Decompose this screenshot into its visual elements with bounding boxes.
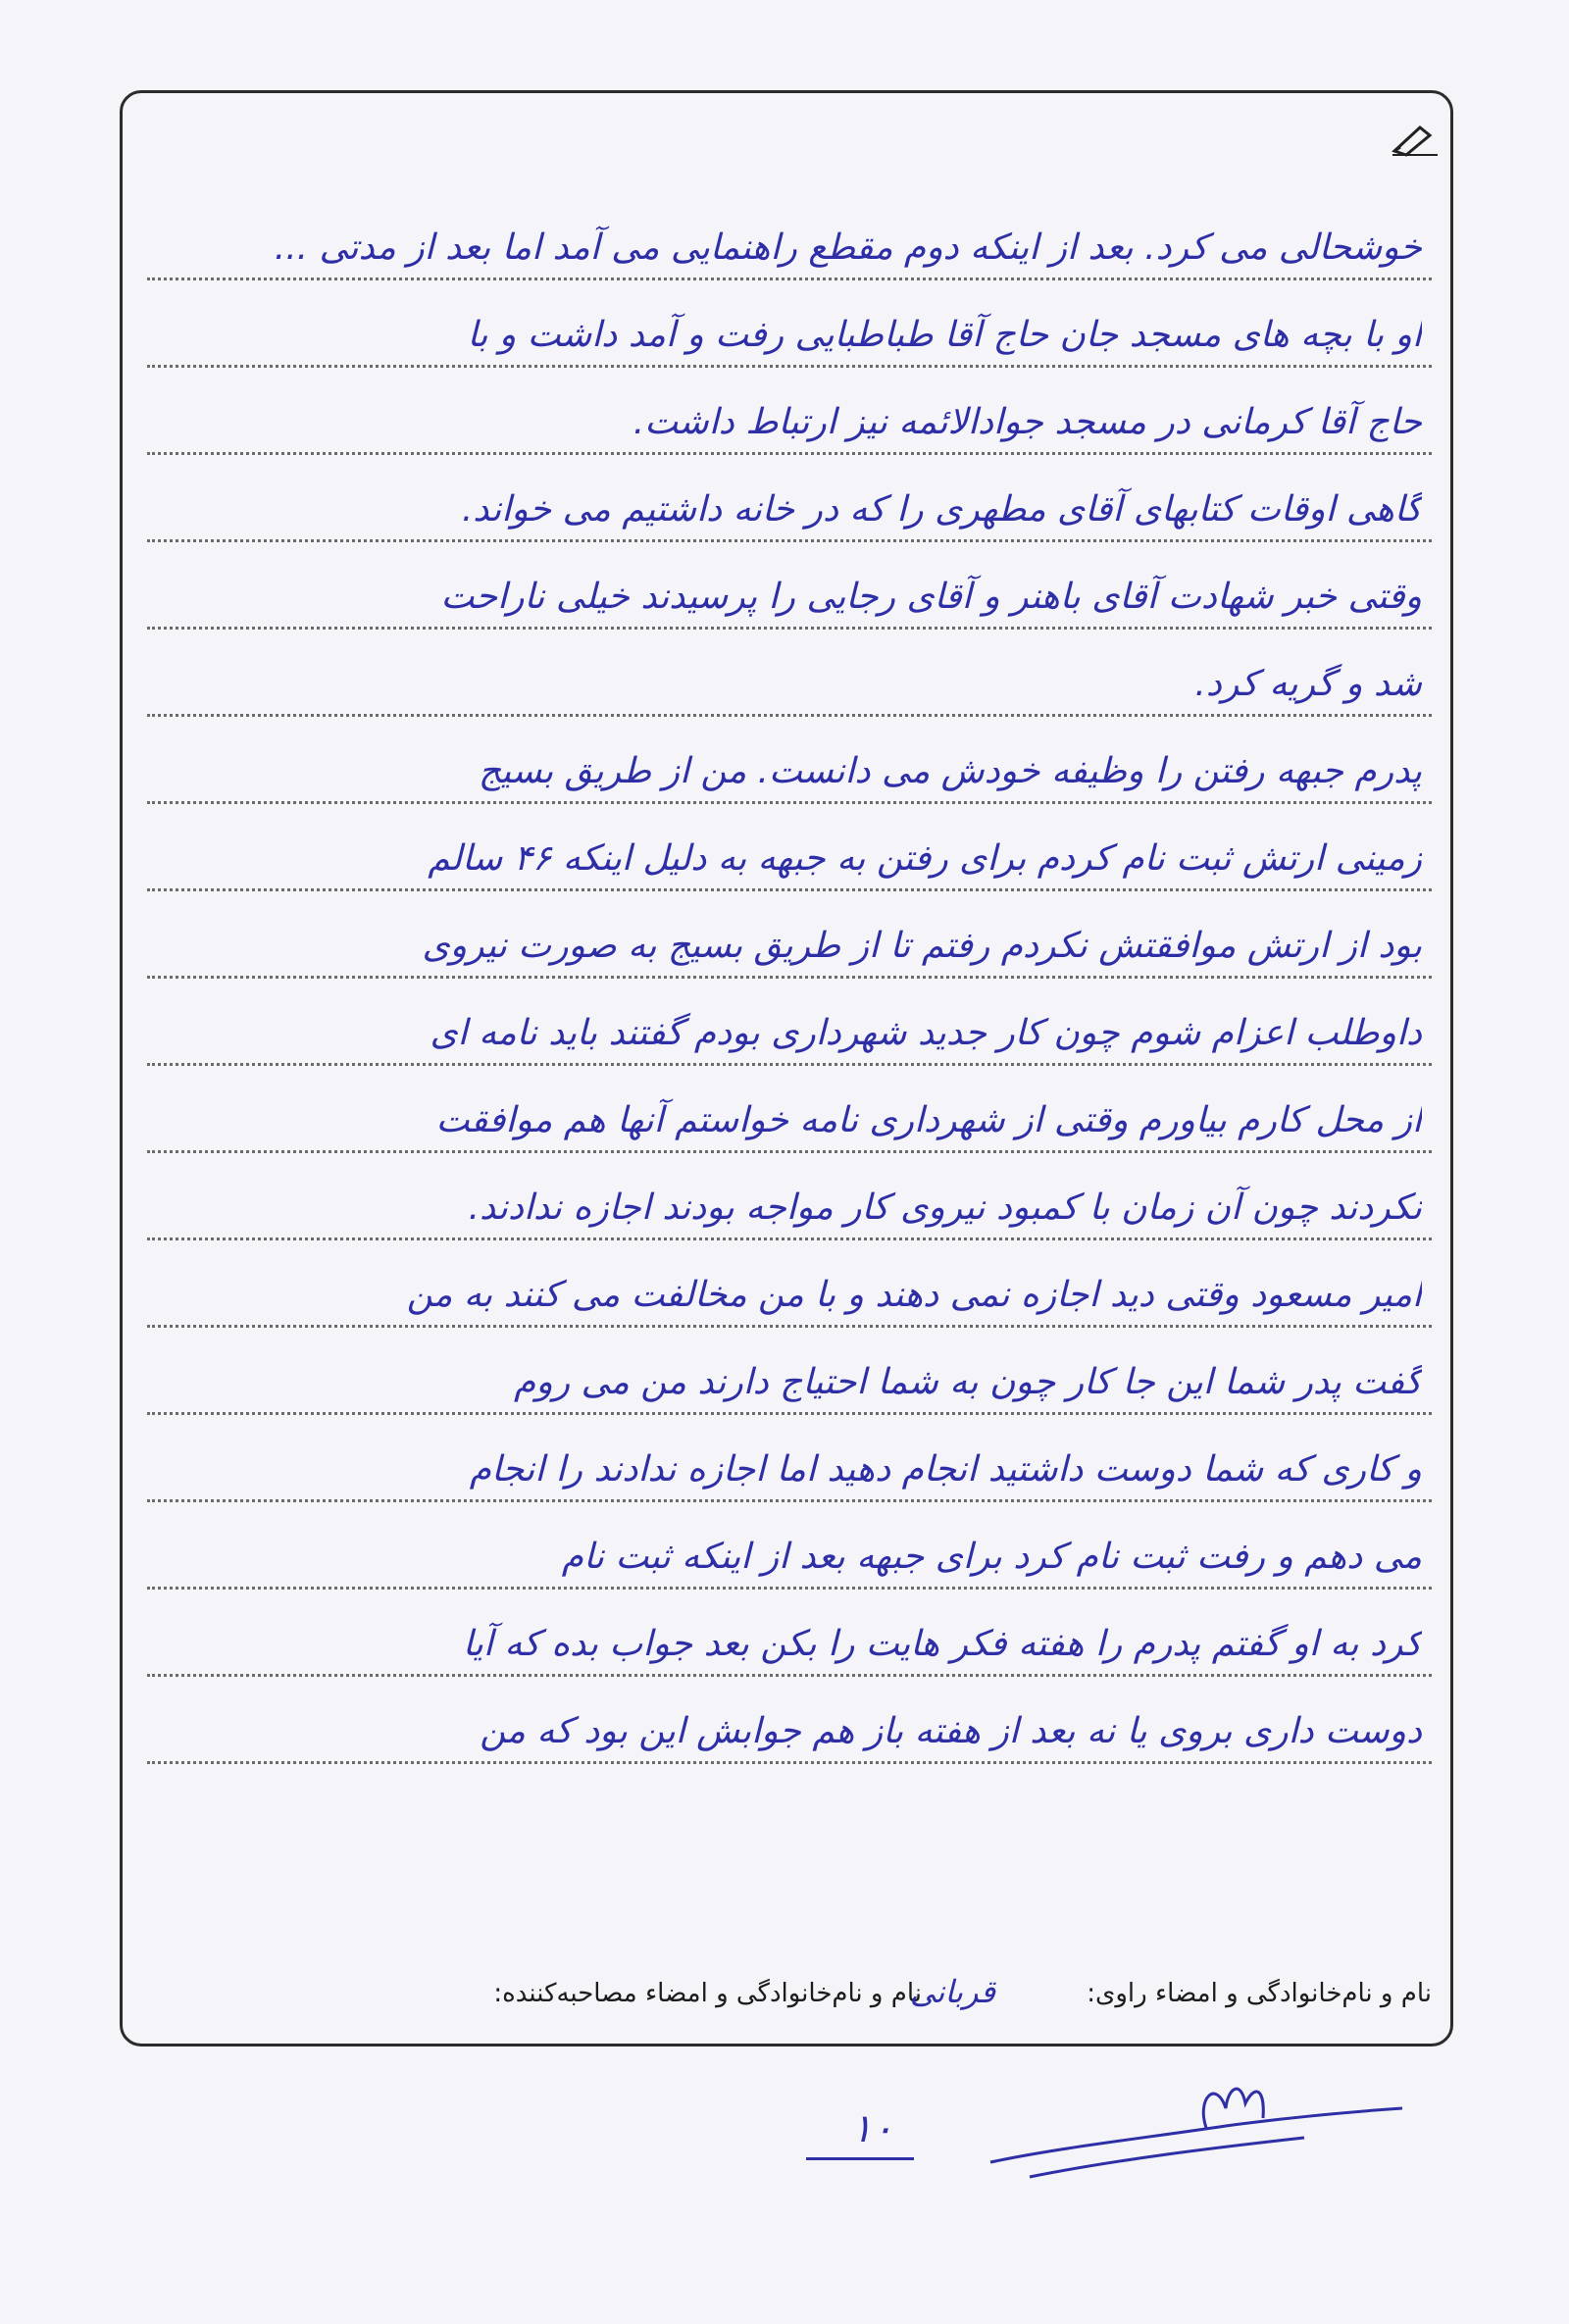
text-line: می دهم و رفت ثبت نام کرد برای جبهه بعد از اینکه ثبت نام bbox=[561, 1537, 1422, 1577]
text-line: شد و گریه کرد. bbox=[1194, 664, 1422, 704]
text-line: امیر مسعود وقتی دید اجازه نمی دهند و با من مخالفت می کنند به من bbox=[406, 1275, 1422, 1315]
text-line: خوشحالی می کرد. بعد از اینکه دوم مقطع راهنمایی می آمد اما بعد از مدتی ... bbox=[274, 227, 1422, 268]
text-line: و کاری که شما دوست داشتید انجام دهید اما اجازه ندادند را انجام bbox=[469, 1449, 1422, 1490]
page-number: ۱۰ bbox=[851, 2106, 893, 2151]
text-line: او با بچه های مسجد جان حاج آقا طباطبایی رفت و آمد داشت و با bbox=[467, 315, 1422, 355]
text-line: بود از ارتش موافقتش نکردم رفتم تا از طریق بسیج به صورت نیروی bbox=[422, 926, 1422, 966]
text-line: گفت پدر شما این جا کار چون به شما احتیاج دارند من می روم bbox=[514, 1362, 1422, 1402]
text-line: گاهی اوقات کتابهای آقای مطهری را که در خانه داشتیم می خواند. bbox=[461, 489, 1422, 530]
signature-footer bbox=[137, 1973, 1432, 2028]
text-line: نکردند چون آن زمان با کمبود نیروی کار مواجه بودند اجازه ندادند. bbox=[468, 1187, 1422, 1228]
handwritten-signature bbox=[971, 2069, 1412, 2187]
text-line: کرد به او گفتم پدرم را هفته فکر هایت را بکن بعد جواب بده که آیا bbox=[462, 1624, 1422, 1664]
text-line: پدرم جبهه رفتن را وظیفه خودش می دانست. من از طریق بسیج bbox=[478, 751, 1422, 791]
text-line: دوست داری بروی یا نه بعد از هفته باز هم جوابش این بود که من bbox=[480, 1711, 1422, 1751]
narrator-signature-label: نام و نام‌خانوادگی و امضاء راوی: bbox=[1087, 1979, 1432, 2008]
text-line: حاج آقا کرمانی در مسجد جوادالائمه نیز ارتباط داشت. bbox=[633, 402, 1422, 442]
interviewer-signature: قربانی bbox=[909, 1973, 995, 2010]
interviewer-signature-label: نام و نام‌خانوادگی و امضاء مصاحبه‌کننده: bbox=[493, 1979, 922, 2008]
text-line: وقتی خبر شهادت آقای باهنر و آقای رجایی را پرسیدند خیلی ناراحت bbox=[440, 577, 1422, 617]
text-line: زمینی ارتش ثبت نام کردم برای رفتن به جبهه به دلیل اینکه ۴۶ سالم bbox=[428, 838, 1422, 879]
text-line: از محل کارم بیاورم وقتی از شهرداری نامه خواستم آنها هم موافقت bbox=[435, 1100, 1422, 1140]
page-number-underline bbox=[806, 2157, 914, 2160]
text-line: داوطلب اعزام شوم چون کار جدید شهرداری بودم گفتند باید نامه ای bbox=[430, 1013, 1422, 1053]
